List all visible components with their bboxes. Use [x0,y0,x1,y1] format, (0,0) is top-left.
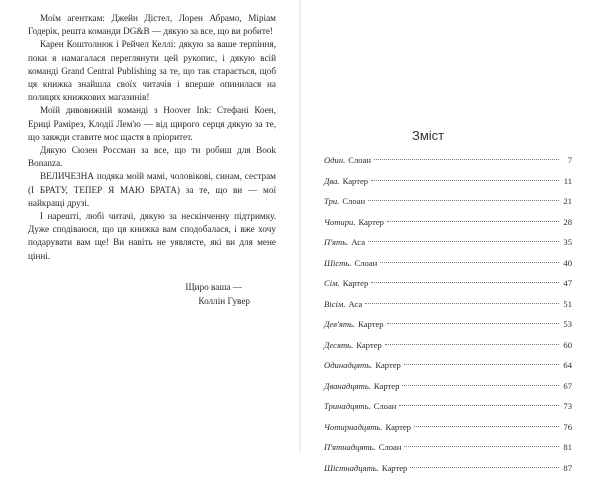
chapter-number: Одинадцять. [324,355,372,376]
paragraph-bonanza: Дякую Сюзен Россман за все, що ти робиш для Book Bonanza. [28,144,276,170]
chapter-narrator: Слоан [348,150,371,171]
dot-leader [414,426,559,427]
chapter-page-number: 51 [562,294,572,315]
dot-leader [387,323,559,324]
chapter-narrator: Слоан [374,396,397,417]
paragraph-readers: І нарешті, любі читачі, дякую за нескінченну підтримку. Дуже сподіваюся, що ця книжка вам сподобалася, і вже хочу подарувати вам ще! Ви навіть не уявляєте, які ви для мене цінні. [28,210,276,263]
paragraph-team: Моїй дивовижній команді з Hoover Ink: Стефані Коен, Ериці Рамірез, Клодії Лем'ю — від щирого серця дякую за те, що завжди ставите моє щастя в пріоритет. [28,104,276,144]
chapter-narrator: Картер [382,458,407,478]
toc-entry [324,253,572,274]
toc-entry [324,458,572,478]
toc-entry [324,417,572,438]
paragraph-family: ВЕЛИЧЕЗНА подяка моїй мамі, чоловікові, синам, сестрам (І БРАТУ, ТЕПЕР Я МАЮ БРАТА) за те, що ви — мої найкращі друзі. [28,170,276,210]
dot-leader [404,446,559,447]
chapter-number: Чотирнадцять. [324,417,382,438]
closing-line: Щиро ваша — [28,280,276,294]
chapter-page-number: 81 [562,437,572,458]
chapter-page-number: 28 [562,212,572,233]
chapter-number: Один. [324,150,345,171]
chapter-narrator: Картер [356,335,381,356]
toc-entry [324,314,572,335]
chapter-page-number: 35 [562,232,572,253]
toc-entry [324,437,572,458]
toc-entry [324,294,572,315]
chapter-narrator: Картер [358,314,383,335]
chapter-narrator: Аса [348,294,362,315]
chapter-number: Чотири. [324,212,355,233]
page-gutter [299,0,301,452]
chapter-page-number: 87 [562,458,572,478]
chapter-number: Два. [324,171,340,192]
chapter-page-number: 11 [562,171,572,192]
author-name: Коллін Гувер [28,294,276,308]
toc-title: Зміст [412,128,444,143]
chapter-narrator: Картер [375,355,400,376]
toc-entry [324,273,572,294]
chapter-narrator: Картер [343,171,368,192]
chapter-number: Тринадцять. [324,396,371,417]
dot-leader [402,385,559,386]
chapter-number: Дев'ять. [324,314,355,335]
toc-entry [324,232,572,253]
toc-entry [324,355,572,376]
toc-entry [324,376,572,397]
chapter-narrator: Картер [358,212,383,233]
dot-leader [365,303,559,304]
toc-entry [324,396,572,417]
chapter-page-number: 60 [562,335,572,356]
chapter-narrator: Картер [374,376,399,397]
chapter-number: Дванадцять. [324,376,371,397]
chapter-narrator: Слоан [379,437,402,458]
dot-leader [387,221,559,222]
dot-leader [399,405,559,406]
chapter-page-number: 76 [562,417,572,438]
acknowledgements-page [28,12,276,308]
dot-leader [380,262,559,263]
chapter-narrator: Слоан [354,253,377,274]
paragraph-publisher: Карен Коштолнюк і Рейчел Келлі: дякую за ваше терпіння, поки я намагалася переглянути цей рукопис, і дякую всій команді Grand Central Publishing за те, що так старається, щоб ця книжка знайшла своїх читачів і вперше опинилася на полицях книжкових магазинів! [28,38,276,104]
dot-leader [371,180,559,181]
toc-entry [324,150,572,171]
chapter-page-number: 21 [562,191,572,212]
chapter-page-number: 73 [562,396,572,417]
chapter-number: Сім. [324,273,340,294]
dot-leader [404,364,559,365]
chapter-number: П'ятнадцять. [324,437,376,458]
chapter-number: Шістнадцять. [324,458,379,478]
chapter-page-number: 40 [562,253,572,274]
table-of-contents [324,150,572,478]
dot-leader [374,159,559,160]
toc-entry [324,212,572,233]
dot-leader [368,241,559,242]
paragraph-agents: Моїм агенткам: Джейн Дістел, Лорен Абрамо, Міріам Годерік, решта команди DG&B — дякую за все, що ви робите! [28,12,276,38]
toc-entry [324,171,572,192]
chapter-page-number: 53 [562,314,572,335]
chapter-number: Вісім. [324,294,345,315]
dot-leader [385,344,559,345]
chapter-narrator: Картер [343,273,368,294]
chapter-page-number: 47 [562,273,572,294]
chapter-number: П'ять. [324,232,348,253]
dot-leader [410,467,559,468]
dot-leader [371,282,559,283]
chapter-narrator: Слоан [342,191,365,212]
toc-entry [324,335,572,356]
chapter-page-number: 64 [562,355,572,376]
chapter-narrator: Картер [385,417,410,438]
chapter-number: Три. [324,191,339,212]
signature-block [28,280,276,308]
dot-leader [368,200,559,201]
chapter-page-number: 7 [562,150,572,171]
chapter-page-number: 67 [562,376,572,397]
chapter-number: Десять. [324,335,353,356]
toc-entry [324,191,572,212]
chapter-number: Шість. [324,253,351,274]
chapter-narrator: Аса [351,232,365,253]
